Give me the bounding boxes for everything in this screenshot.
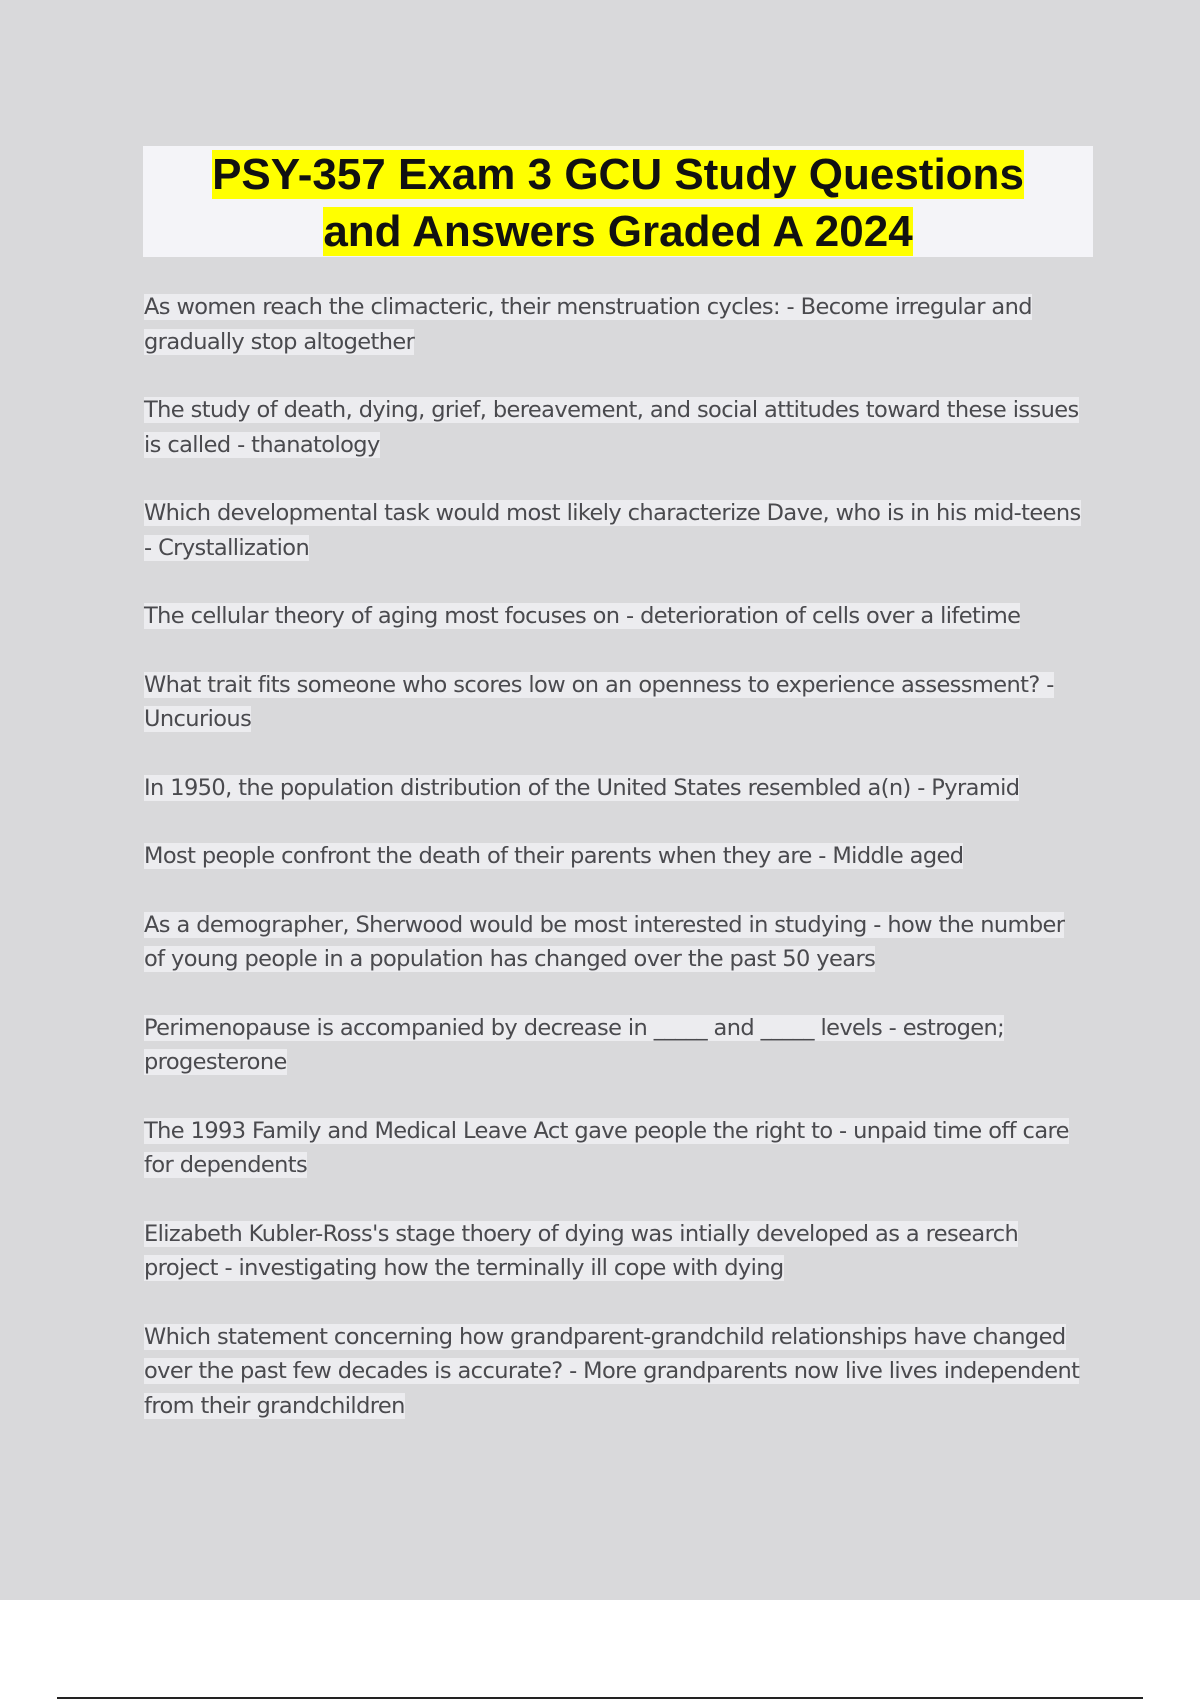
qa-item [144,771,1084,806]
qa-text: Perimenopause is accompanied by decrease in _____ and _____ levels - estrogen; progesterone [144,1014,1005,1075]
footer-divider [57,1697,1143,1699]
qa-text: The 1993 Family and Medical Leave Act gave people the right to - unpaid time off care for dependents [144,1117,1069,1178]
qa-text: The cellular theory of aging most focuses on - deterioration of cells over a lifetime [144,603,1021,629]
page-title [143,146,1093,260]
qa-text: Elizabeth Kubler-Ross's stage thoery of dying was intially developed as a research project - investigating how the terminally ill cope with dying [144,1220,1019,1281]
qa-item [144,1217,1084,1286]
qa-text: The study of death, dying, grief, bereavement, and social attitudes toward these issues is called - thanatology [144,397,1079,458]
qa-text: As a demographer, Sherwood would be most interested in studying - how the number of young people in a population has changed over the past 50 years [144,911,1065,972]
title-line-1: PSY-357 Exam 3 GCU Study Questions [212,150,1024,199]
qa-item [144,668,1084,737]
qa-item [144,1011,1084,1080]
title-line-2: and Answers Graded A 2024 [323,207,913,256]
qa-text: In 1950, the population distribution of the United States resembled a(n) - Pyramid [144,774,1020,801]
qa-list [144,290,1084,1457]
qa-text: As women reach the climacteric, their menstruation cycles: - Become irregular and gradually stop altogether [144,294,1032,355]
qa-text: Which developmental task would most likely characterize Dave, who is in his mid-teens - Crystallization [144,500,1081,561]
qa-text: What trait fits someone who scores low on an openness to experience assessment? - Uncurious [144,671,1054,732]
qa-item [144,1320,1084,1424]
qa-text: Most people confront the death of their parents when they are - Middle aged [144,843,964,869]
qa-text: Which statement concerning how grandparent-grandchild relationships have changed over the past few decades is accurate? - More grandparents now live lives independent from their grandchildren [144,1323,1080,1419]
qa-item [144,1114,1084,1183]
qa-item [144,599,1084,634]
qa-item [144,908,1084,977]
qa-item [144,496,1084,565]
qa-item [144,393,1084,462]
title-box [143,146,1093,257]
qa-item [144,290,1084,359]
qa-item [144,839,1084,874]
